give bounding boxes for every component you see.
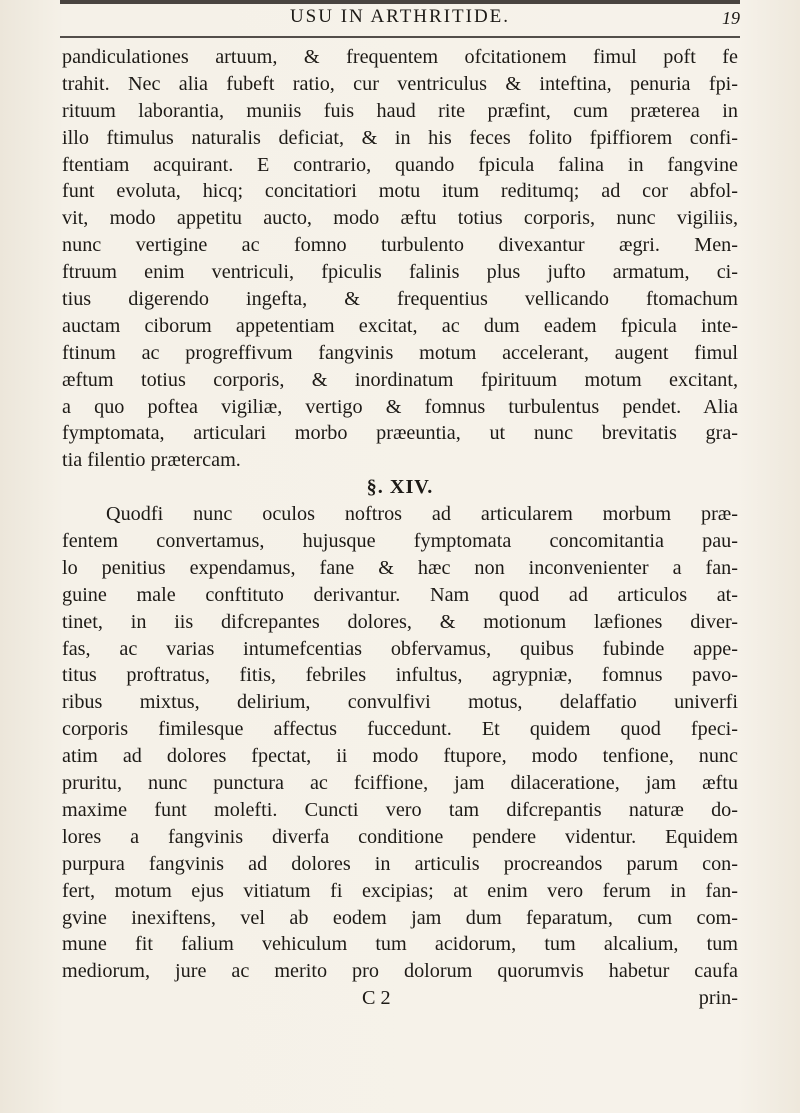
text-line: funt evoluta, hicq; concitatiori motu itum reditumq; ad cor abfol- — [62, 180, 738, 203]
text-line: fert, motum ejus vitiatum fi excipias; at enim vero ferum in fan- — [62, 879, 738, 902]
page-header — [60, 4, 740, 34]
text-line: mune fit falium vehiculum tum acidorum, tum alcalium, tum — [62, 933, 738, 956]
text-line: trahit. Nec alia fubeft ratio, cur ventriculus & inteftina, penuria fpi- — [62, 72, 738, 95]
text-line: ftruum enim ventriculi, fpiculis falinis plus jufto armatum, ci- — [62, 261, 738, 284]
paragraph-2 — [62, 501, 738, 985]
text-line: purpura fangvinis ad dolores in articulis procreandos parum con- — [62, 852, 738, 875]
text-line: tius digerendo ingefta, & frequentius vellicando ftomachum — [62, 288, 738, 311]
text-line: illo ftimulus naturalis deficiat, & in his feces folito fpiffiorem confi- — [62, 126, 738, 149]
text-line: ftinum ac progreffivum fangvinis motum accelerant, augent fimul — [62, 341, 738, 364]
text-line: ribus mixtus, delirium, convulfivi motus, delaffatio univerfi — [62, 691, 738, 714]
page-number: 19 — [722, 8, 740, 28]
text-line: titus proftratus, fitis, febriles infultus, agrypniæ, fomnus pavo- — [62, 664, 738, 687]
text-line: fymptomata, articulari morbo præeuntia, ut nunc brevitatis gra- — [62, 422, 738, 445]
text-line: Quodfi nunc oculos noftros ad articularem morbum præ- — [106, 503, 738, 526]
paragraph-1 — [62, 44, 738, 474]
text-line: gvine inexiftens, vel ab eodem jam dum feparatum, cum com- — [62, 906, 738, 929]
text-line: rituum laborantia, muniis fuis haud rite præfint, cum præterea in — [62, 99, 738, 122]
text-line: fentem convertamus, hujusque fymptomata concomitantia pau- — [62, 530, 738, 553]
page-footer — [62, 985, 738, 1012]
catchword: prin- — [698, 987, 738, 1010]
text-line: ftentiam acquirant. E contrario, quando fpicula falina in fangvine — [62, 153, 738, 176]
text-line: a quo poftea vigiliæ, vertigo & fomnus turbulentus pendet. Alia — [62, 395, 738, 418]
text-line: lo penitius expendamus, fane & hæc non inconvenienter a fan- — [62, 556, 738, 579]
text-line: pruritu, nunc punctura ac fciffione, jam dilaceratione, jam æftu — [62, 772, 738, 795]
text-line: vit, modo appetitu aucto, modo æftu totius corporis, nunc vigiliis, — [62, 207, 738, 230]
running-title: USU IN ARTHRITIDE. — [289, 6, 511, 27]
text-line: nunc vertigine ac fomno turbulento divexantur ægri. Men- — [62, 234, 738, 257]
text-block — [62, 44, 738, 1104]
header-rule — [60, 36, 740, 38]
text-line: æftum totius corporis, & inordinatum fpirituum motum excitant, — [62, 368, 738, 391]
text-line: maxime funt molefti. Cuncti vero tam difcrepantis naturæ do- — [62, 798, 738, 821]
text-line: fas, ac varias intumefcentias obfervamus, quibus fubinde appe- — [62, 637, 738, 660]
text-line: corporis fimilesque affectus fuccedunt. Et quidem quod fpeci- — [62, 718, 738, 741]
text-line: mediorum, jure ac merito pro dolorum quorumvis habetur caufa — [62, 960, 738, 983]
text-line: auctam ciborum appetentiam excitat, ac dum eadem fpicula inte- — [62, 314, 738, 337]
signature-mark: C 2 — [362, 987, 391, 1010]
text-line: pandiculationes artuum, & frequentem ofcitationem fimul poft fe — [62, 46, 738, 68]
text-line: lores a fangvinis diverfa conditione pendere videntur. Equidem — [62, 825, 738, 848]
text-line: guine male conftituto derivantur. Nam quod ad articulos at- — [62, 583, 738, 606]
text-line: tinet, in iis difcrepantes dolores, & motionum læfiones diver- — [62, 610, 738, 633]
section-heading: §. XIV. — [366, 476, 434, 499]
text-line: tia filentio prætercam. — [62, 449, 241, 472]
text-line: atim ad dolores fpectat, ii modo ftupore, modo tenfione, nunc — [62, 745, 738, 768]
